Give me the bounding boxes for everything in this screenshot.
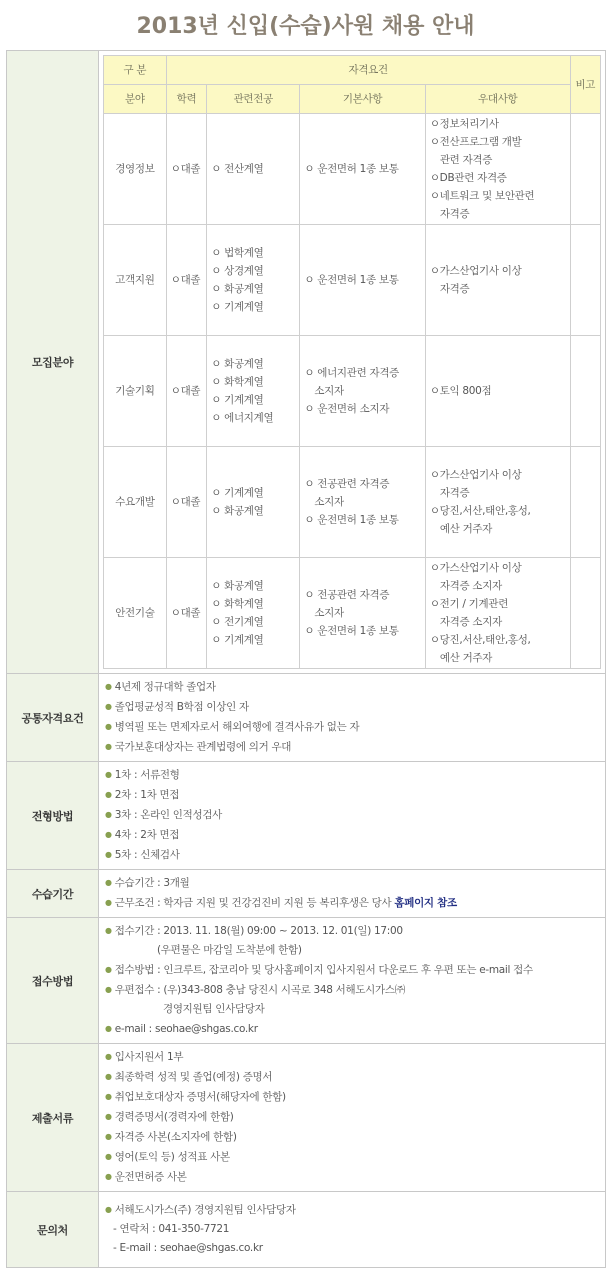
recruit-major-cell — [207, 225, 300, 336]
recruit-pref-line: ㅇ전기 / 기계관련 — [429, 598, 509, 610]
bullet-icon: ● — [105, 770, 112, 779]
contact-phone: - 연락처 : 041-350-7721 — [113, 1223, 230, 1235]
recruit-major-line: ㅇ 화공계열 — [211, 505, 264, 517]
recruit-basic-line: ㅇ 운전면허 1종 보통 — [304, 625, 399, 637]
label-contact: 문의처 — [7, 1192, 99, 1268]
application-method-item — [105, 960, 599, 980]
recruit-basic-cell — [300, 558, 426, 669]
training-period-cell — [99, 870, 606, 918]
bullet-icon: ● — [105, 926, 112, 935]
recruit-field-name: 고객지원 — [104, 225, 167, 336]
recruit-field-name: 경영정보 — [104, 114, 167, 225]
col-education: 학력 — [166, 85, 206, 114]
application-period-text: 접수기간 : 2013. 11. 18(월) 09:00 ~ 2013. 12. 01(일) 17:00 — [114, 925, 403, 937]
list-item-text: 3차 : 온라인 인적성검사 — [114, 809, 223, 821]
contact-cell — [99, 1192, 606, 1268]
recruit-pref-cell — [425, 114, 570, 225]
recruit-note-cell — [570, 336, 600, 447]
recruit-major-line: ㅇ 전산계열 — [211, 163, 264, 175]
recruit-pref-line: 자격증 — [439, 487, 470, 499]
recruit-pref-cell — [425, 336, 570, 447]
list-item — [105, 1107, 599, 1127]
recruit-major-cell — [207, 558, 300, 669]
bullet-icon: ● — [105, 1172, 112, 1181]
list-item — [105, 1167, 599, 1187]
recruit-education: ㅇ대졸 — [166, 225, 206, 336]
col-preference: 우대사항 — [425, 85, 570, 114]
recruit-basic-line: 소지자 — [314, 607, 344, 619]
recruit-pref-line: 자격증 소지자 — [439, 616, 502, 628]
recruit-row — [104, 558, 601, 669]
label-training-period: 수습기간 — [7, 870, 99, 918]
postal-application-text: 우편접수 : (우)343-808 충남 당진시 시곡로 348 서해도시가스㈜ — [114, 984, 405, 996]
contact-email[interactable]: - E-mail : seohae@shgas.co.kr — [113, 1242, 263, 1254]
bullet-icon: ● — [105, 898, 112, 907]
recruit-note-cell — [570, 558, 600, 669]
common-qualification-list — [99, 674, 606, 762]
bullet-icon: ● — [105, 1112, 112, 1121]
working-condition-item — [105, 893, 599, 913]
recruit-basic-cell — [300, 336, 426, 447]
recruit-row — [104, 225, 601, 336]
postal-application-item — [105, 980, 599, 1000]
list-item — [105, 825, 599, 845]
recruit-education: ㅇ대졸 — [166, 558, 206, 669]
recruit-basic-line: ㅇ 운전면허 1종 보통 — [304, 163, 399, 175]
application-email-item — [105, 1019, 599, 1039]
recruit-major-line: ㅇ 전기계열 — [211, 616, 264, 628]
recruit-education: ㅇ대졸 — [166, 114, 206, 225]
header-gubun: 구 분 — [104, 56, 167, 85]
bullet-icon: ● — [105, 1024, 112, 1033]
bullet-icon: ● — [105, 722, 112, 731]
list-item — [105, 717, 599, 737]
recruit-fields-table — [103, 55, 601, 669]
recruit-info-table — [6, 50, 606, 1268]
list-item — [105, 677, 599, 697]
recruit-major-line: ㅇ 법학계열 — [211, 247, 264, 259]
recruit-row — [104, 336, 601, 447]
recruit-major-cell — [207, 336, 300, 447]
required-documents-list — [99, 1044, 606, 1192]
recruit-pref-line: 자격증 — [439, 208, 470, 220]
list-item — [105, 1087, 599, 1107]
bullet-icon: ● — [105, 790, 112, 799]
application-period-note: (우편물은 마감일 도착분에 한함) — [157, 944, 302, 956]
recruit-pref-line: ㅇDB관련 자격증 — [429, 172, 507, 184]
bullet-icon: ● — [105, 1092, 112, 1101]
list-item-text: 입사지원서 1부 — [114, 1051, 184, 1063]
selection-process-list — [99, 762, 606, 870]
label-required-documents: 제출서류 — [7, 1044, 99, 1192]
application-method-text: 접수방법 : 인크루트, 잡코리아 및 당사홈페이지 입사지원서 다운로드 후 우편 또는 e-mail 접수 — [114, 964, 533, 976]
recruit-pref-cell — [425, 558, 570, 669]
recruit-major-line: ㅇ 기계계열 — [211, 301, 264, 313]
list-item-text: 4년제 정규대학 졸업자 — [114, 681, 216, 693]
list-item-text: 국가보훈대상자는 관계법령에 의거 우대 — [114, 741, 292, 753]
bullet-icon: ● — [105, 742, 112, 751]
recruit-note-cell — [570, 447, 600, 558]
recruit-major-line: ㅇ 화학계열 — [211, 598, 264, 610]
recruit-field-name: 수요개발 — [104, 447, 167, 558]
bullet-icon: ● — [105, 1132, 112, 1141]
recruit-education: ㅇ대졸 — [166, 336, 206, 447]
bullet-icon: ● — [105, 985, 112, 994]
application-method-cell — [99, 918, 606, 1044]
application-email-text[interactable]: e-mail : seohae@shgas.co.kr — [114, 1023, 258, 1035]
recruit-note-cell — [570, 225, 600, 336]
recruit-row — [104, 447, 601, 558]
list-item-text: 최종학력 성적 및 졸업(예정) 증명서 — [114, 1071, 273, 1083]
recruit-pref-line: 관련 자격증 — [439, 154, 493, 166]
recruit-major-line: ㅇ 화학계열 — [211, 376, 264, 388]
col-major: 관련전공 — [207, 85, 300, 114]
training-period-item — [105, 873, 599, 893]
list-item-text: 졸업평균성적 B학점 이상인 자 — [114, 701, 249, 713]
bullet-icon: ● — [105, 1052, 112, 1061]
list-item-text: 취업보호대상자 증명서(해당자에 한함) — [114, 1091, 286, 1103]
bullet-icon: ● — [105, 702, 112, 711]
list-item — [105, 1147, 599, 1167]
bullet-icon: ● — [105, 1205, 112, 1214]
label-common-qualification: 공통자격요건 — [7, 674, 99, 762]
recruit-basic-line: ㅇ 전공관련 자격증 — [304, 589, 390, 601]
homepage-reference-link[interactable]: 홈페이지 참조 — [394, 897, 457, 909]
recruit-pref-line: ㅇ전산프로그램 개발 — [429, 136, 522, 148]
recruit-pref-line: ㅇ가스산업기사 이상 — [429, 562, 522, 574]
recruit-major-line: ㅇ 에너지계열 — [211, 412, 274, 424]
recruit-pref-line: ㅇ토익 800점 — [429, 385, 492, 397]
recruit-pref-line: ㅇ정보처리기사 — [429, 118, 499, 130]
list-item-text: 운전면허증 사본 — [114, 1171, 187, 1183]
list-item-text: 영어(토익 등) 성적표 사본 — [114, 1151, 230, 1163]
recruit-basic-line: 소지자 — [314, 496, 344, 508]
list-item-text: 1차 : 서류전형 — [114, 769, 180, 781]
recruit-major-line: ㅇ 기계계열 — [211, 634, 264, 646]
working-condition-text: 근무조건 : 학자금 지원 및 건강검진비 지원 등 복리후생은 당사 — [114, 897, 395, 909]
recruit-pref-line: 예산 거주자 — [439, 652, 493, 664]
recruit-major-line: ㅇ 기계계열 — [211, 487, 264, 499]
bullet-icon: ● — [105, 850, 112, 859]
header-note: 비고 — [570, 56, 600, 114]
col-basic: 기본사항 — [300, 85, 426, 114]
bullet-icon: ● — [105, 965, 112, 974]
postal-recipient: 경영지원팀 인사담당자 — [163, 1003, 265, 1015]
bullet-icon: ● — [105, 682, 112, 691]
recruit-fields-cell — [99, 51, 606, 674]
recruit-education: ㅇ대졸 — [166, 447, 206, 558]
header-qualification: 자격요건 — [166, 56, 570, 85]
recruit-major-cell — [207, 447, 300, 558]
training-period-text: 수습기간 : 3개월 — [114, 877, 190, 889]
bullet-icon: ● — [105, 1152, 112, 1161]
label-application-method: 접수방법 — [7, 918, 99, 1044]
list-item-text: 5차 : 신체검사 — [114, 849, 180, 861]
label-selection-process: 전형방법 — [7, 762, 99, 870]
recruit-basic-cell — [300, 114, 426, 225]
list-item-text: 2차 : 1차 면접 — [114, 789, 180, 801]
recruit-pref-cell — [425, 225, 570, 336]
recruit-major-line: ㅇ 화공계열 — [211, 580, 264, 592]
bullet-icon: ● — [105, 1072, 112, 1081]
list-item — [105, 805, 599, 825]
recruit-pref-line: 자격증 소지자 — [439, 580, 502, 592]
label-recruit-fields: 모집분야 — [7, 51, 99, 674]
recruit-pref-line: ㅇ당진,서산,태안,홍성, — [429, 505, 531, 517]
recruit-pref-line: 자격증 — [439, 283, 470, 295]
application-period-item — [105, 921, 599, 941]
recruit-pref-line: ㅇ가스산업기사 이상 — [429, 469, 522, 481]
list-item — [105, 1067, 599, 1087]
recruit-major-line: ㅇ 화공계열 — [211, 283, 264, 295]
recruit-major-line: ㅇ 화공계열 — [211, 358, 264, 370]
recruit-basic-line: ㅇ 전공관련 자격증 — [304, 478, 390, 490]
recruit-major-cell — [207, 114, 300, 225]
recruit-basic-line: ㅇ 운전면허 1종 보통 — [304, 274, 399, 286]
recruit-basic-line: ㅇ 에너지관련 자격증 — [304, 367, 400, 379]
recruit-basic-cell — [300, 447, 426, 558]
list-item-text: 4차 : 2차 면접 — [114, 829, 180, 841]
recruit-basic-line: ㅇ 운전면허 소지자 — [304, 403, 390, 415]
recruit-pref-line: ㅇ당진,서산,태안,홍성, — [429, 634, 531, 646]
recruit-field-name: 기술기획 — [104, 336, 167, 447]
recruit-row — [104, 114, 601, 225]
list-item-text: 자격증 사본(소지자에 한함) — [114, 1131, 237, 1143]
recruit-major-line: ㅇ 상경계열 — [211, 265, 264, 277]
recruit-pref-line: ㅇ가스산업기사 이상 — [429, 265, 522, 277]
recruit-note-cell — [570, 114, 600, 225]
list-item-text: 병역필 또는 면제자로서 해외여행에 결격사유가 없는 자 — [114, 721, 360, 733]
bullet-icon: ● — [105, 830, 112, 839]
list-item — [105, 845, 599, 865]
contact-name-text: 서해도시가스(주) 경영지원팀 인사담당자 — [114, 1204, 296, 1216]
list-item — [105, 697, 599, 717]
recruit-pref-line: 예산 거주자 — [439, 523, 493, 535]
bullet-icon: ● — [105, 878, 112, 887]
list-item — [105, 737, 599, 757]
recruit-field-name: 안전기술 — [104, 558, 167, 669]
list-item — [105, 1047, 599, 1067]
recruit-pref-line: ㅇ네트워크 및 보안관련 — [429, 190, 535, 202]
recruit-basic-cell — [300, 225, 426, 336]
list-item-text: 경력증명서(경력자에 한함) — [114, 1111, 234, 1123]
col-field: 분야 — [104, 85, 167, 114]
recruit-basic-line: 소지자 — [314, 385, 344, 397]
bullet-icon: ● — [105, 810, 112, 819]
list-item — [105, 1127, 599, 1147]
list-item — [105, 765, 599, 785]
recruit-basic-line: ㅇ 운전면허 1종 보통 — [304, 514, 399, 526]
list-item — [105, 785, 599, 805]
page-title: 2013년 신입(수습)사원 채용 안내 — [136, 14, 475, 39]
recruit-major-line: ㅇ 기계계열 — [211, 394, 264, 406]
contact-name-item — [105, 1200, 599, 1220]
recruit-pref-cell — [425, 447, 570, 558]
